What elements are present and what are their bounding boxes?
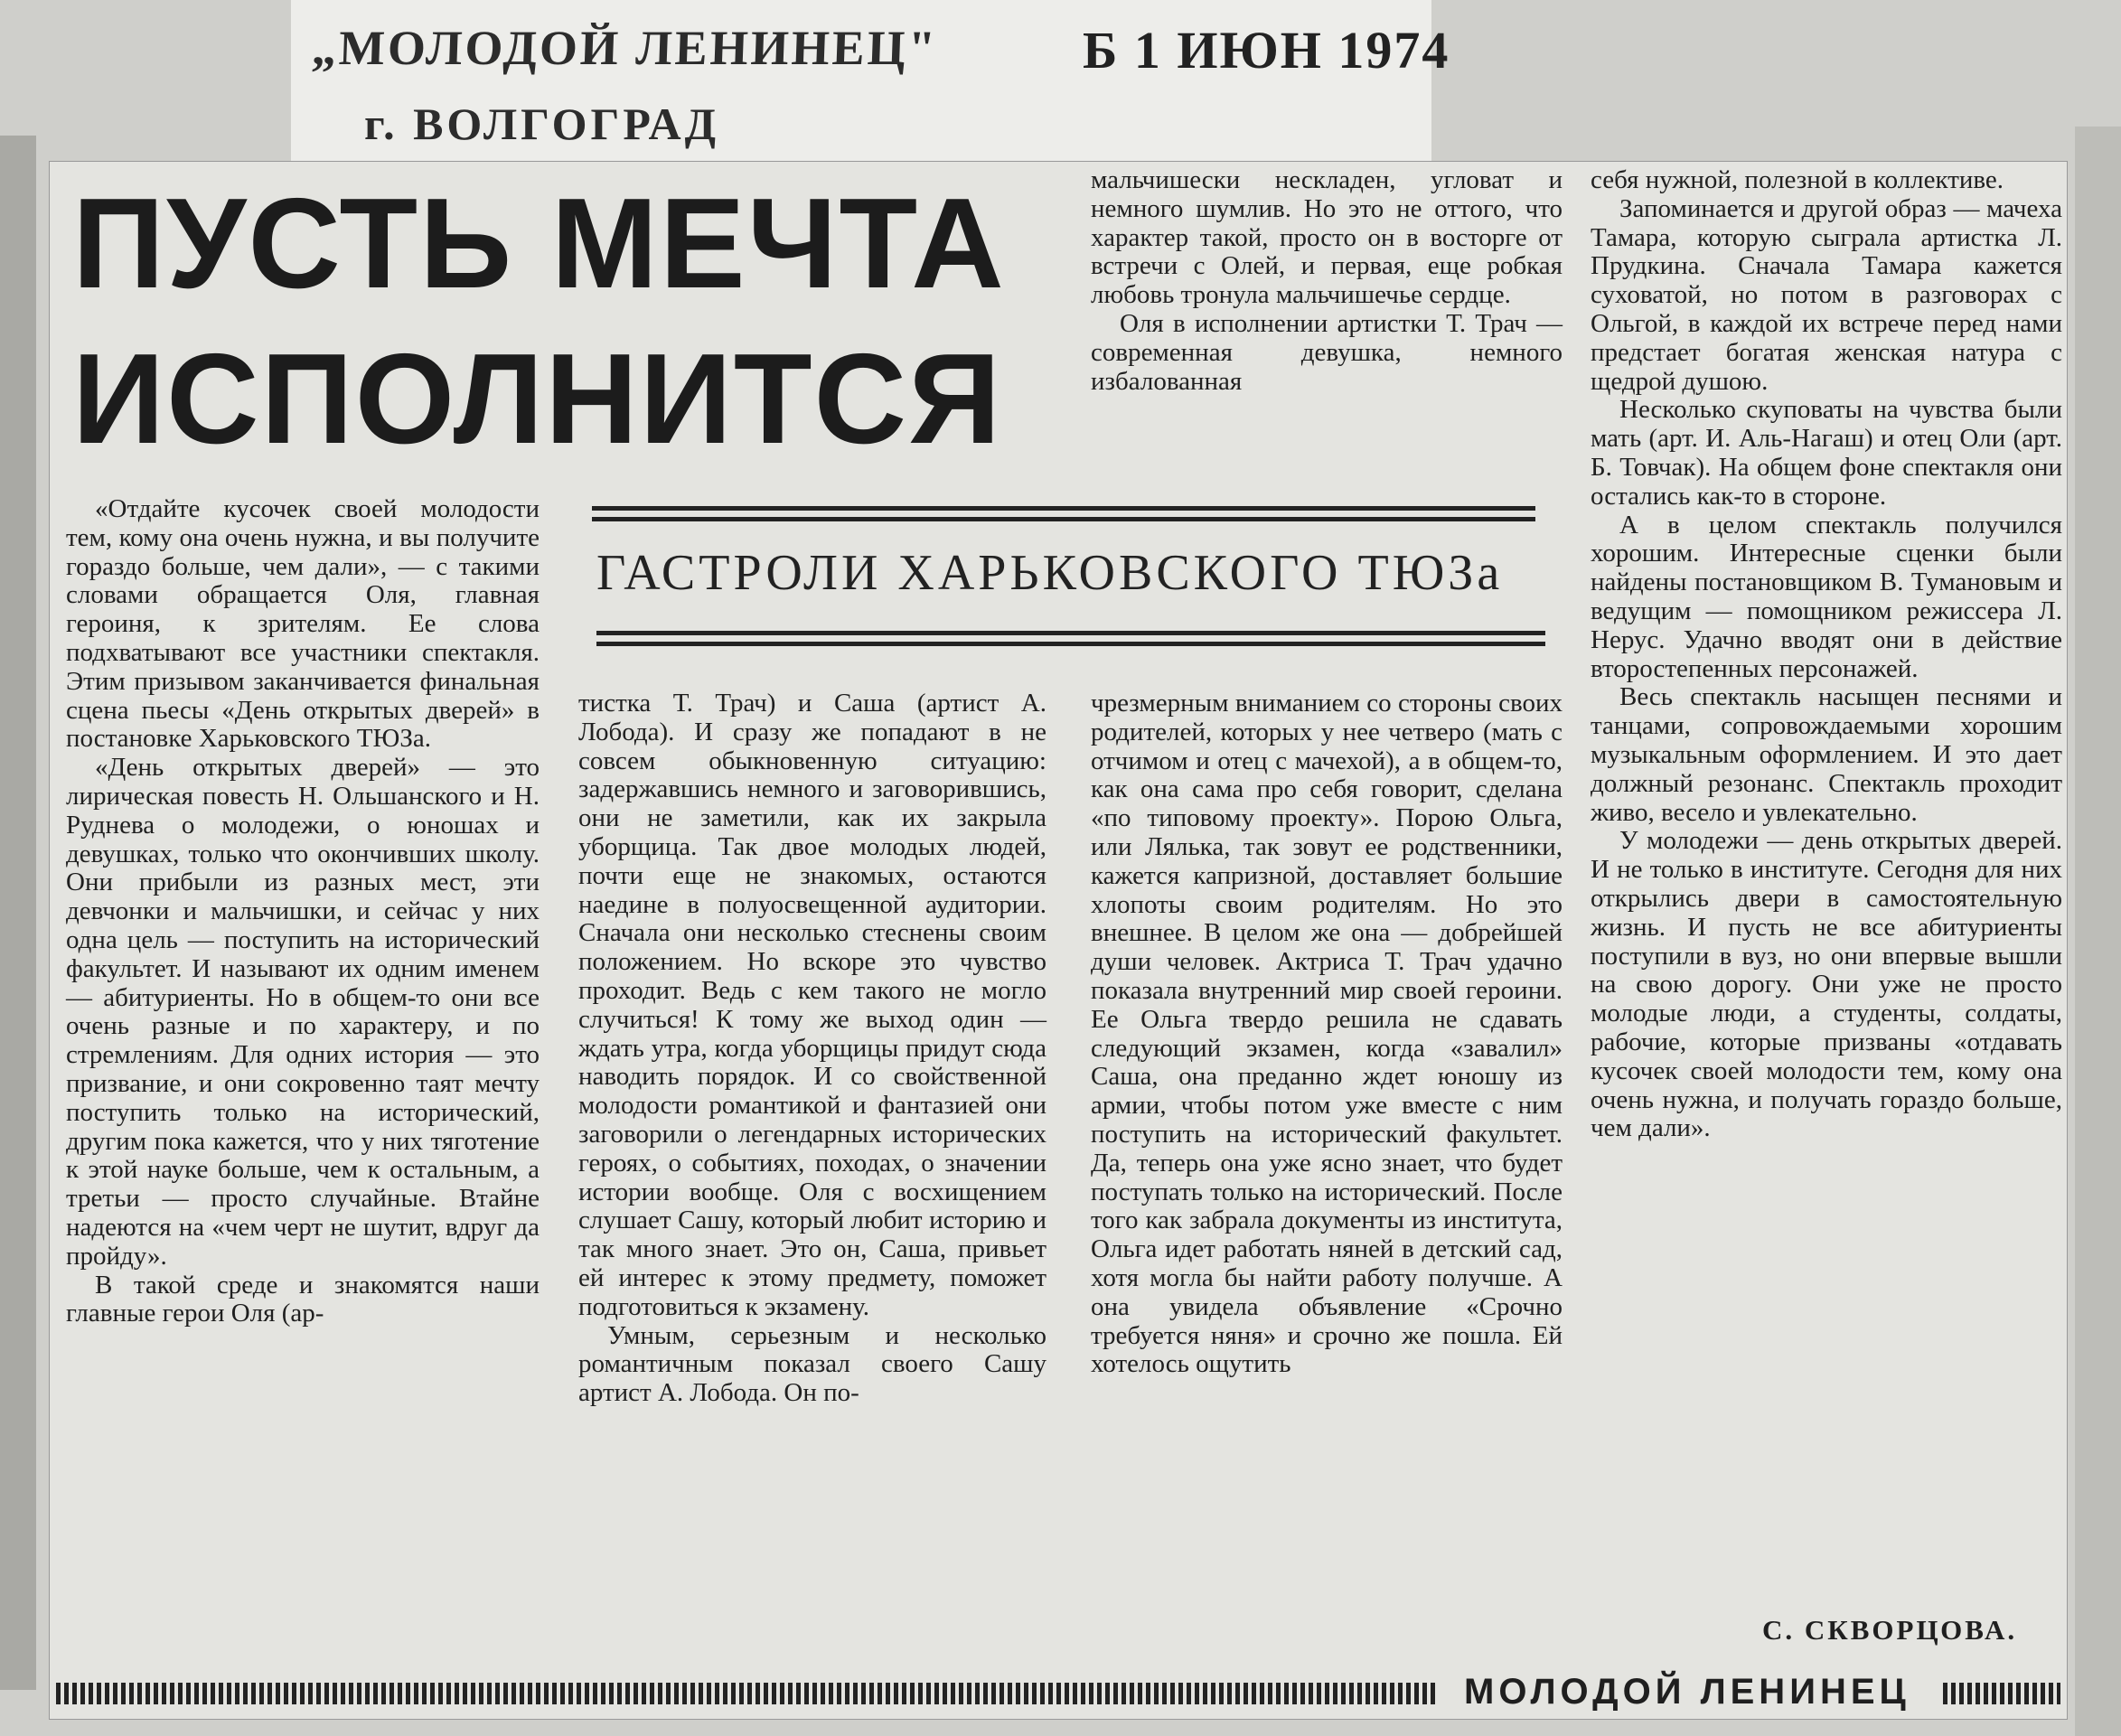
paragraph: Несколько скуповаты на чувства были мать (арт. И. Аль-Нагаш) и отец Оли (арт. Б. Товчак). На общем фоне спектакля они остались как-то в стороне. bbox=[1591, 395, 2062, 511]
headline-line-2: ИСПОЛНИТСЯ bbox=[72, 327, 1003, 471]
article-column-3 bbox=[1091, 690, 1563, 1379]
footer-newspaper-name: МОЛОДОЙ ЛЕНИНЕЦ bbox=[1464, 1672, 1910, 1712]
paragraph: У молодежи — день открытых дверей. И не только в институте. Сегодня для них открылись двери в самостоятельную жизнь. И пусть не все абитуриенты поступили в вуз, но они впервые вышли на свою дорогу. Они уже не просто молодые люди, а студенты, солдаты, рабочие, которые призваны «отдавать кусочек своей молодости тем, кому она очень нужна, и получать гораздо больше, чем дали». bbox=[1591, 826, 2062, 1143]
paragraph: Оля в исполнении артистки Т. Трач — современная девушка, немного избалованная bbox=[1091, 308, 1563, 396]
paragraph: чрезмерным вниманием со стороны своих родителей, которых у нее четверо (мать с отчимом и отец с мачехой), а в общем-то, как она сама про себя говорит, сделана «по типовому проекту». Порою Ольга, или Лялька, так зовут ее родственники, кажется капризной, доставляет большие хлопоты своим родителям. Но это внешнее. В целом же она — добрейшей души человек. Актриса Т. Трач удачно показала внутренний мир своей героини. Ее Ольга твердо решила не сдавать следующий экзамен, когда «завалил» Саша, она преданно ждет юношу из армии, чтобы потом уже вместе с ним поступить на исторический факультет. Да, теперь она уже ясно знает, что будет поступать только на исторический. После того как забрала документы из института, Ольга идет работать няней в детский сад, хотя могла бы найти работу получше. А она увидела объявление «Срочно требуется няня» и срочно же пошла. Ей хотелось ощутить bbox=[1091, 689, 1563, 1379]
stamp-newspaper-name: „МОЛОДОЙ ЛЕНИНЕЦ" bbox=[310, 21, 939, 75]
rubric-rule-top bbox=[592, 506, 1535, 511]
background-strip-left bbox=[0, 136, 36, 1690]
paragraph: тистка Т. Трач) и Саша (артист А. Лобода). И сразу же попадают в не совсем обыкновенную ситуацию: задержавшись немного и заговорившись, они не заметили, как их закрыла уборщица. Так двое молодых людей, почти еще не знакомых, остаются наедине в полуосвещенной аудитории. Сначала они несколько стеснены своим положением. Но вскоре это чувство проходит. Ведь с кем такого не могло случиться! К тому же выход один — ждать утра, когда уборщицы придут сюда наводить порядок. И со свойственной молодости романтикой и фантазией они заговорили о легендарных исторических героях, о событиях, походах, о значении истории вообще. Оля с восхищением слушает Сашу, который любит историю и так много знает. Это он, Саша, привьет ей интерес к этому предмету, поможет подготовиться к экзамену. bbox=[578, 689, 1046, 1321]
background-strip-right bbox=[2075, 127, 2121, 1736]
article-column-1 bbox=[66, 495, 540, 1328]
rubric-rule-bottom-2 bbox=[596, 642, 1545, 646]
article-column-3-top bbox=[1091, 166, 1563, 396]
paragraph: Весь спектакль насыщен песнями и танцами, сопровождаемыми хорошим музыкальным оформлением. И это дает должный резонанс. Спектакль проходит живо, весело и увлекательно. bbox=[1591, 682, 2062, 827]
paragraph: «День открытых дверей» — это лирическая повесть Н. Ольшанского и Н. Руднева о молодежи, о юношах и девушках, только что окончивших школу. Они прибыли из разных мест, эти девчонки и мальчишки, и сейчас у них одна цель — поступить на исторический факультет. И называют их одним именем — абитуриенты. Но в общем-то они все очень разные и по характеру, и по стремлениям. Для одних история — это призвание, и они сокровенно таят мечту поступить только на исторический, другим пока кажется, что у них тяготение к этой науке больше, чем к остальным, а третьи — просто случайные. Втайне надеются на «чем черт не шутит, вдруг да пройду». bbox=[66, 753, 540, 1271]
article-column-2 bbox=[578, 690, 1046, 1408]
stamp-city: г. ВОЛГОГРАД bbox=[364, 99, 719, 149]
rubric-rule-bottom bbox=[596, 631, 1545, 635]
headline-line-1: ПУСТЬ МЕЧТА bbox=[72, 172, 1006, 315]
rubric-rule-top-2 bbox=[592, 517, 1535, 521]
footer-rule-end bbox=[1943, 1683, 2060, 1704]
article-column-4 bbox=[1591, 166, 2062, 1143]
paragraph: А в целом спектакль получился хорошим. Интересные сценки были найдены постановщиком В. Тумановым и ведущим — помощником режиссера Л. Нерус. Удачно вводят они в действие второстепенных персонажей. bbox=[1591, 510, 2062, 683]
stamp-date: Б 1 ИЮН 1974 bbox=[1083, 21, 1450, 80]
article-headline bbox=[72, 166, 1012, 477]
paragraph: В такой среде и знакомятся наши главные герои Оля (ар- bbox=[66, 1270, 540, 1328]
paragraph: мальчишески нескладен, угловат и немного шумлив. Но это не оттого, что характер такой, просто он в восторге от встречи с Олей, и первая, еще робкая любовь тронула мальчишечье сердце. bbox=[1091, 165, 1563, 310]
paragraph: себя нужной, полезной в коллективе. bbox=[1591, 165, 2004, 194]
paragraph: «Отдайте кусочек своей молодости тем, кому она очень нужна, и вы получите гораздо больше, чем дали», — с такими словами обращается Оля, главная героиня, к зрителям. Ее слова подхватывают все участники спектакля. Этим призывом заканчивается финальная сцена пьесы «День открытых дверей» в постановке Харьковского ТЮЗа. bbox=[66, 494, 540, 754]
paragraph: Умным, серьезным и несколько романтичным показал своего Сашу артист А. Лобода. Он по- bbox=[578, 1320, 1046, 1408]
author-signature: С. СКВОРЦОВА. bbox=[1762, 1614, 2018, 1646]
article-rubric: ГАСТРОЛИ ХАРЬКОВСКОГО ТЮЗа bbox=[596, 545, 1504, 601]
paragraph: Запоминается и другой образ — мачеха Тамара, которую сыграла артистка Л. Прудкина. Сначала Тамара кажется суховатой, но потом в разговорах с Ольгой, в каждой их встрече перед нами предстает богатая женская натура с щедрой душою. bbox=[1591, 193, 2062, 396]
footer-rule bbox=[56, 1683, 1439, 1704]
